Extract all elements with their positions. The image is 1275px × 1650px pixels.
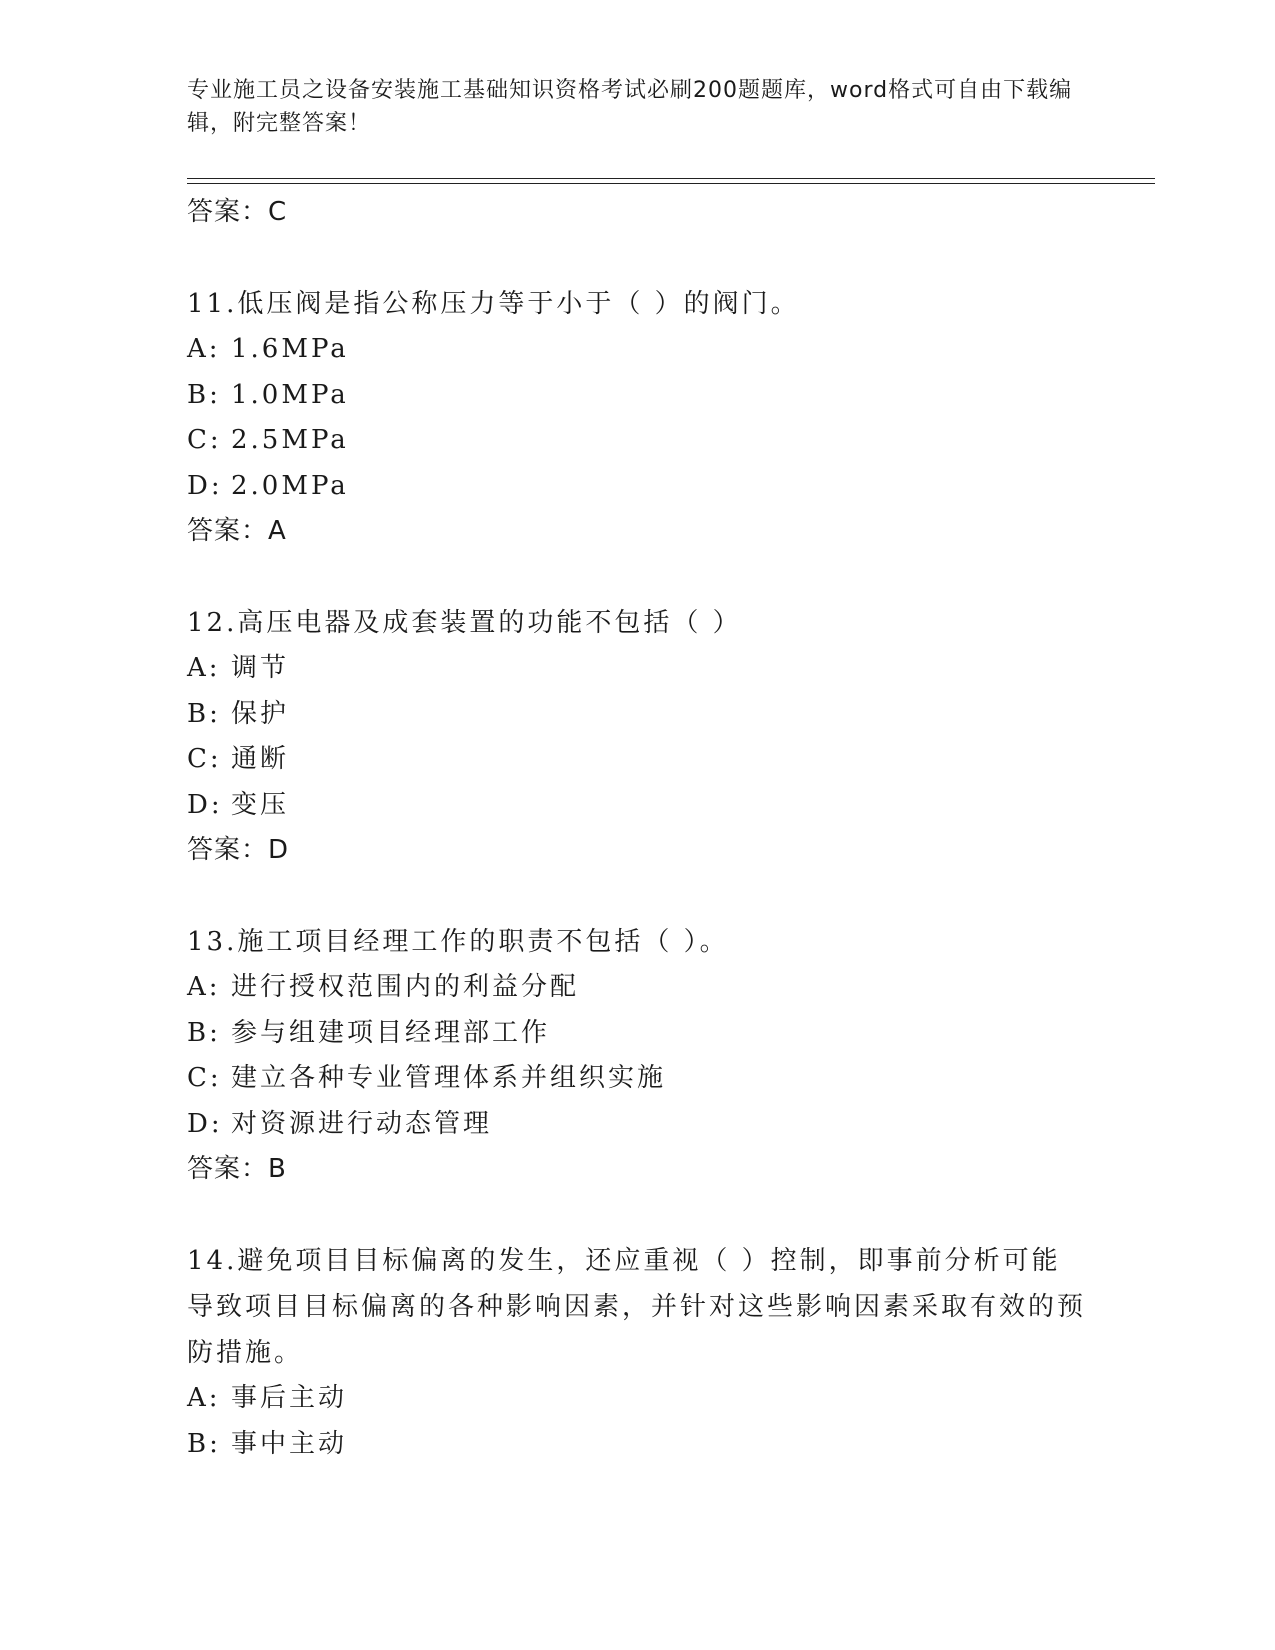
question-block bbox=[187, 919, 1087, 1192]
option-c bbox=[187, 737, 1087, 783]
option-d bbox=[187, 783, 1087, 829]
option-letter: B: bbox=[187, 1017, 221, 1048]
option-text: 2.5MPa bbox=[231, 425, 349, 455]
question-text: 12.高压电器及成套装置的功能不包括（ ） bbox=[187, 608, 742, 638]
question-text: 11.低压阀是指公称压力等于小于（ ）的阀门。 bbox=[187, 289, 800, 319]
question-text: 13.施工项目经理工作的职责不包括（ ）。 bbox=[187, 927, 729, 957]
option-a bbox=[187, 327, 1087, 373]
option-a bbox=[187, 965, 1087, 1011]
option-text: 1.6MPa bbox=[231, 334, 349, 364]
option-a bbox=[187, 646, 1087, 692]
question-block bbox=[187, 1238, 1087, 1467]
answer-line: 答案：C bbox=[187, 197, 288, 227]
document-header: 专业施工员之设备安装施工基础知识资格考试必刷200题题库，word格式可自由下载编辑，附完整答案！ bbox=[187, 78, 1073, 136]
question-block bbox=[187, 281, 1087, 554]
option-letter: B: bbox=[187, 1428, 221, 1459]
option-b bbox=[187, 1422, 1087, 1468]
option-b bbox=[187, 1011, 1087, 1057]
option-a bbox=[187, 1376, 1087, 1422]
option-letter: D: bbox=[187, 789, 223, 820]
question-text: 14.避免项目目标偏离的发生，还应重视（ ）控制，即事前分析可能导致项目目标偏离的各种影响因素，并针对这些影响因素采取有效的预防措施。 bbox=[187, 1246, 1087, 1368]
option-b bbox=[187, 692, 1087, 738]
answer-line: 答案：B bbox=[187, 1154, 287, 1184]
option-d bbox=[187, 464, 1087, 510]
option-text: 对资源进行动态管理 bbox=[231, 1108, 493, 1139]
option-letter: B: bbox=[187, 698, 221, 729]
option-letter: A: bbox=[187, 653, 221, 683]
option-letter: B: bbox=[187, 379, 221, 410]
option-text: 2.0MPa bbox=[231, 470, 349, 501]
answer-line: 答案：A bbox=[187, 516, 287, 546]
question-block bbox=[187, 600, 1087, 873]
option-text: 参与组建项目经理部工作 bbox=[231, 1017, 551, 1048]
option-letter: C: bbox=[187, 1063, 222, 1093]
option-c bbox=[187, 418, 1087, 464]
option-letter: D: bbox=[187, 1108, 223, 1139]
option-d bbox=[187, 1102, 1087, 1148]
option-letter: A: bbox=[187, 972, 221, 1002]
option-text: 调节 bbox=[231, 653, 290, 683]
option-letter: D: bbox=[187, 470, 223, 501]
option-text: 保护 bbox=[231, 698, 290, 729]
option-letter: C: bbox=[187, 425, 222, 455]
option-letter: C: bbox=[187, 744, 222, 774]
option-text: 建立各种专业管理体系并组织实施 bbox=[231, 1063, 667, 1093]
option-c bbox=[187, 1056, 1087, 1102]
option-b bbox=[187, 373, 1087, 419]
answer-line: 答案：D bbox=[187, 835, 290, 865]
option-text: 进行授权范围内的利益分配 bbox=[231, 972, 580, 1002]
option-text: 通断 bbox=[231, 744, 290, 774]
option-text: 变压 bbox=[231, 789, 290, 820]
option-text: 事后主动 bbox=[231, 1383, 348, 1413]
option-letter: A: bbox=[187, 1383, 221, 1413]
document-content bbox=[187, 190, 1087, 1467]
option-text: 事中主动 bbox=[231, 1428, 348, 1459]
header-rule-top bbox=[187, 178, 1155, 179]
option-text: 1.0MPa bbox=[231, 379, 349, 410]
option-letter: A: bbox=[187, 334, 221, 364]
header-rule-bottom bbox=[187, 183, 1155, 184]
